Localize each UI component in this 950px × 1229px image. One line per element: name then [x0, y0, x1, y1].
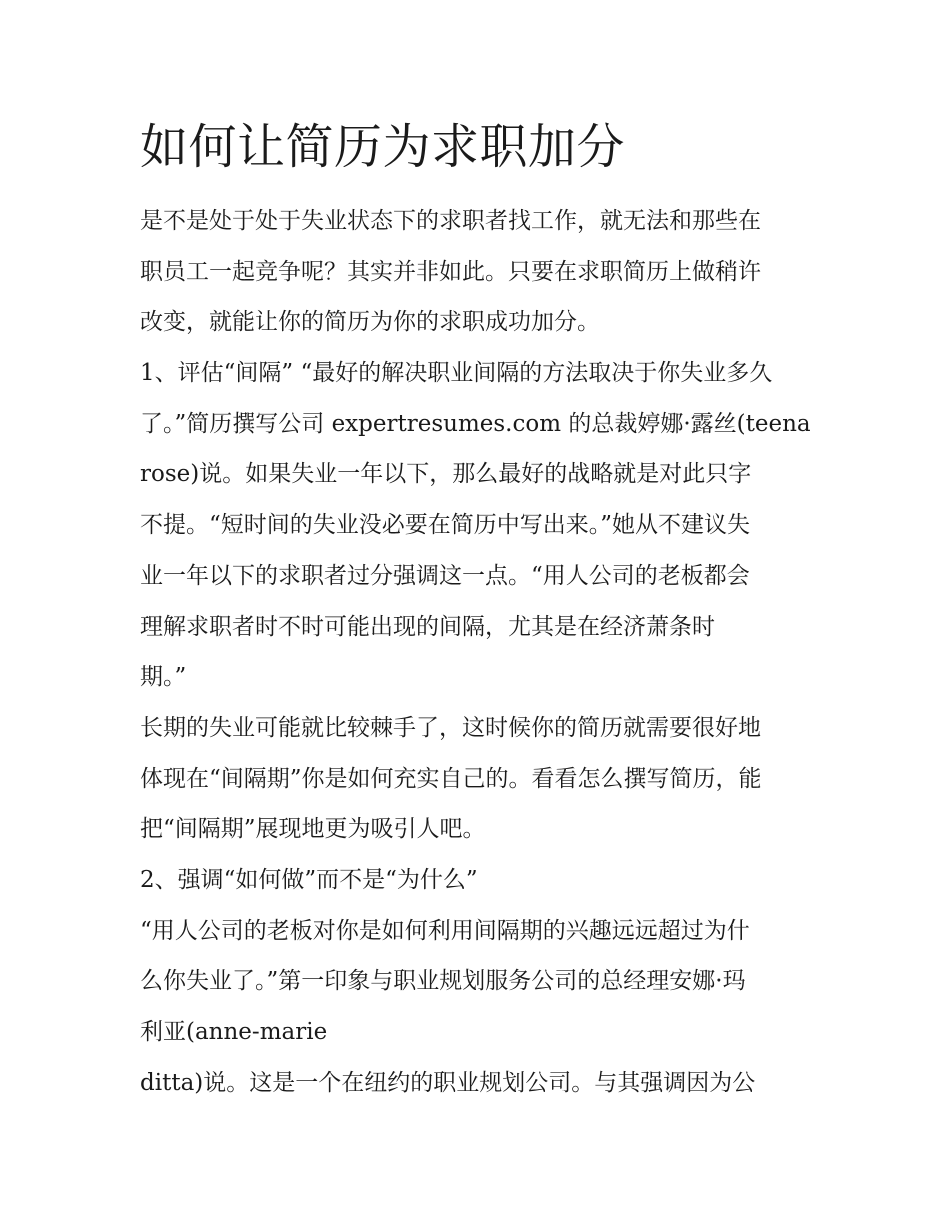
text-line: 职员工一起竞争呢？其实并非如此。只要在求职简历上做稍许 — [140, 258, 761, 285]
text-line: 理解求职者时不时可能出现的间隔，尤其是在经济萧条时 — [140, 613, 715, 640]
document-page — [140, 112, 820, 1108]
text-line: 改变，就能让你的简历为你的求职成功加分。 — [140, 309, 600, 336]
text-line: 不提。“短时间的失业没必要在简历中写出来。”她从不建议失 — [140, 512, 751, 539]
text-line: 了。”简历撰写公司 expertresumes.com 的总裁婷娜·露丝(teena — [140, 410, 811, 437]
text-line: 把“间隔期”展现地更为吸引人吧。 — [140, 816, 486, 843]
text-line: 业一年以下的求职者过分强调这一点。“用人公司的老板都会 — [140, 562, 750, 589]
text-line: ditta)说。这是一个在纽约的职业规划公司。与其强调因为公 — [140, 1069, 756, 1096]
text-line: 利亚(anne-marie — [140, 1019, 328, 1045]
document-body — [140, 196, 820, 1108]
text-line: “用人公司的老板对你是如何利用间隔期的兴趣远远超过为什 — [140, 917, 750, 944]
text-line: 长期的失业可能就比较棘手了，这时候你的简历就需要很好地 — [140, 714, 761, 741]
text-line: 是不是处于处于失业状态下的求职者找工作，就无法和那些在 — [140, 208, 761, 234]
text-line: 体现在“间隔期”你是如何充实自己的。看看怎么撰写简历，能 — [140, 765, 762, 792]
text-line: 1、评估“间隔” “最好的解决职业间隔的方法取决于你失业多久 — [140, 360, 773, 387]
document-title: 如何让简历为求职加分 — [140, 119, 626, 175]
text-line: 么你失业了。”第一印象与职业规划服务公司的总经理安娜·玛 — [140, 968, 746, 995]
text-line: rose)说。如果失业一年以下，那么最好的战略就是对此只字 — [140, 461, 752, 488]
text-line: 2、强调“如何做”而不是“为什么” — [140, 866, 478, 893]
text-line: 期。” — [140, 664, 187, 691]
